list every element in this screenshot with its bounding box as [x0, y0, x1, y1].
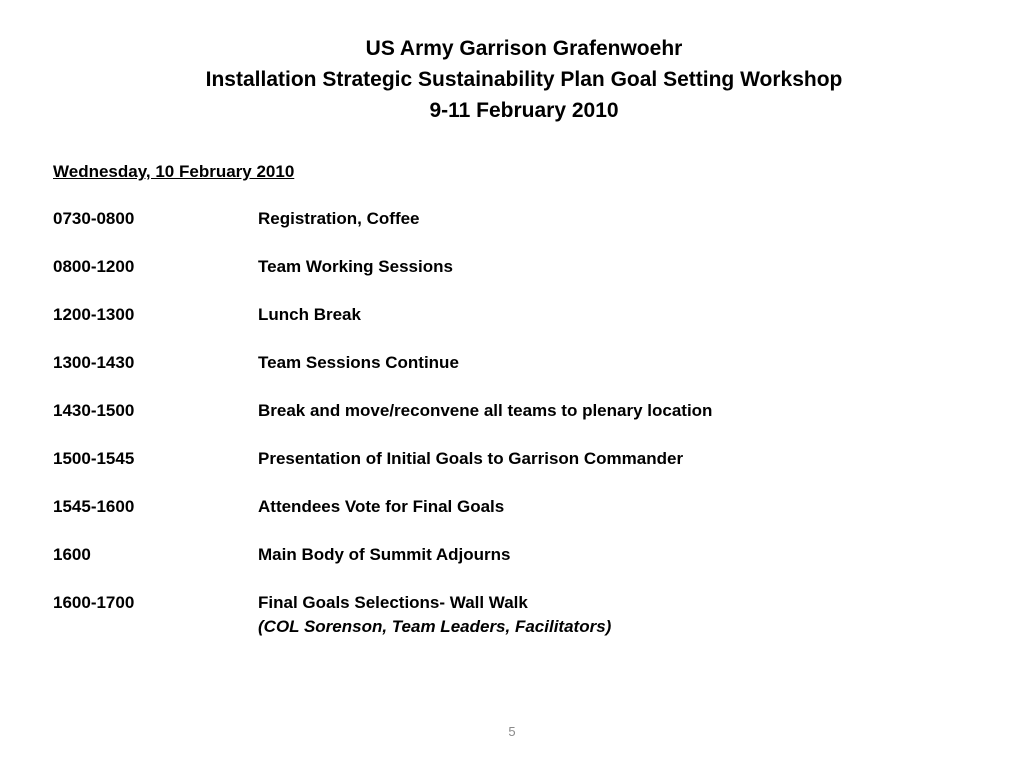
- title-line-dates: 9-11 February 2010: [429, 99, 619, 122]
- agenda-note: (COL Sorenson, Team Leaders, Facilitators): [258, 617, 612, 636]
- agenda-row: [53, 208, 953, 256]
- agenda-activity: Break and move/reconvene all teams to plenary location: [258, 401, 713, 420]
- agenda-row: [53, 592, 953, 640]
- agenda-list: [53, 208, 953, 640]
- agenda-activity: Registration, Coffee: [258, 209, 420, 228]
- agenda-activity: Lunch Break: [258, 305, 361, 324]
- agenda-time: 0800-1200: [53, 257, 135, 276]
- agenda-time: 1300-1430: [53, 353, 135, 372]
- agenda-row: [53, 304, 953, 352]
- agenda-time: 1600: [53, 545, 91, 564]
- agenda-row: [53, 400, 953, 448]
- agenda-activity: Team Working Sessions: [258, 257, 453, 276]
- slide-title: [0, 33, 1024, 126]
- agenda-time: 1545-1600: [53, 497, 135, 516]
- agenda-activity: Main Body of Summit Adjourns: [258, 545, 511, 564]
- agenda-row: [53, 448, 953, 496]
- agenda-row: [53, 544, 953, 592]
- agenda-time: 0730-0800: [53, 209, 135, 228]
- agenda-activity-with-note: [258, 592, 611, 638]
- agenda-row: [53, 496, 953, 544]
- agenda-time: 1600-1700: [53, 593, 135, 612]
- agenda-activity: Attendees Vote for Final Goals: [258, 497, 505, 516]
- agenda-activity: Team Sessions Continue: [258, 353, 459, 372]
- agenda-time: 1200-1300: [53, 305, 135, 324]
- title-line-garrison: US Army Garrison Grafenwoehr: [365, 37, 683, 60]
- day-heading: Wednesday, 10 February 2010: [53, 162, 295, 181]
- title-line-workshop: Installation Strategic Sustainability Plan Goal Setting Workshop: [205, 68, 843, 91]
- agenda-row: [53, 256, 953, 304]
- agenda-activity: Final Goals Selections- Wall Walk: [258, 593, 528, 612]
- agenda-time: 1430-1500: [53, 401, 135, 420]
- agenda-row: [53, 352, 953, 400]
- agenda-activity: Presentation of Initial Goals to Garrison Commander: [258, 449, 684, 468]
- agenda-time: 1500-1545: [53, 449, 135, 468]
- page-number: 5: [508, 724, 516, 739]
